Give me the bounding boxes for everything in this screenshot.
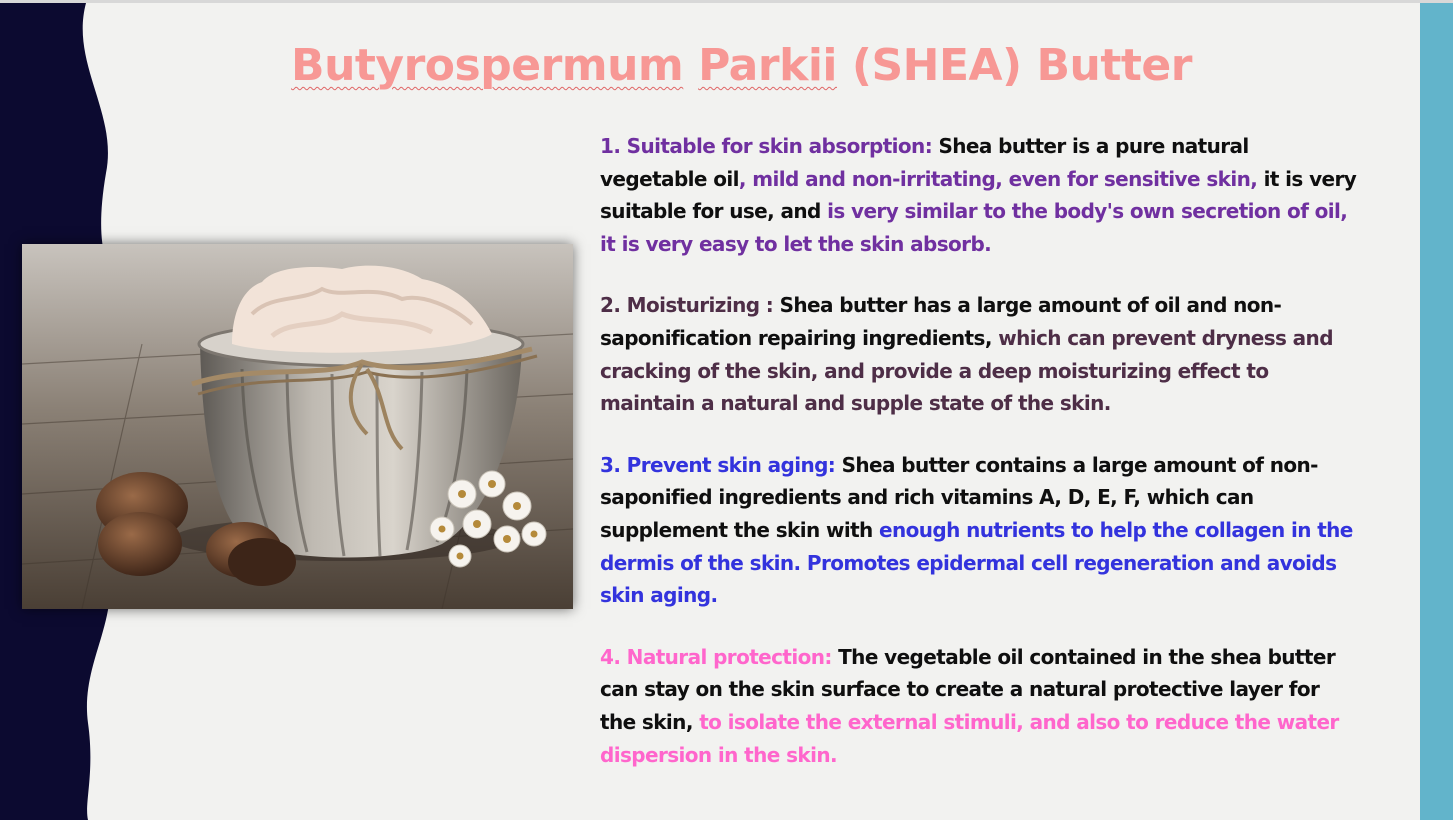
benefit-1-text-b: it is very suitable for use, and — [600, 166, 1357, 224]
benefit-1-highlight-b: is very similar to the body's own secretion of oil, it is very easy to let the skin absorb. — [600, 199, 1348, 256]
benefit-3-highlight-a: enough nutrients to help the collagen in the dermis of the skin. Promotes epidermal cell regeneration and avoids skin aging. — [600, 517, 1353, 608]
benefit-4-text-a: The vegetable oil contained in the shea butter can stay on the skin surface to create a natural protective layer for the skin, — [600, 644, 1336, 734]
shea-butter-bowl-photo — [22, 244, 573, 609]
benefit-1-text-a: Shea butter is a pure natural vegetable oil — [600, 134, 1249, 191]
benefit-1-highlight-a: , mild and non-irritating, even for sensitive skin, — [738, 166, 1258, 191]
benefit-3-text-a: Shea butter contains a large amount of non-saponified ingredients and rich vitamins A, D, E, F, which can supplement the skin with — [600, 452, 1318, 542]
title-word-3: (SHEA) Butter — [851, 40, 1192, 91]
benefit-4-heading: 4. Natural protection: — [600, 644, 832, 669]
page-title — [0, 40, 1453, 91]
benefit-3-heading: 3. Prevent skin aging: — [600, 452, 836, 477]
right-accent-bar — [1420, 3, 1453, 820]
benefits-list — [600, 130, 1360, 800]
benefit-1-heading: 1. Suitable for skin absorption: — [600, 134, 933, 158]
benefit-2-highlight-a: which can prevent dryness and cracking of the skin, and provide a deep moisturizing effect to maintain a natural and supple state of the skin. — [600, 325, 1333, 416]
benefit-item-2 — [600, 289, 1360, 419]
top-rule — [0, 0, 1453, 3]
title-word-1: Butyrospermum — [291, 40, 684, 91]
benefit-item-3 — [600, 449, 1360, 612]
benefit-2-heading: 2. Moisturizing : — [600, 293, 774, 318]
benefit-4-highlight-a: to isolate the external stimuli, and also to reduce the water dispersion in the skin. — [600, 709, 1339, 767]
benefit-2-text-a: Shea butter has a large amount of oil and non-saponification repairing ingredients, — [600, 293, 1282, 350]
benefit-item-4 — [600, 641, 1360, 771]
benefit-item-1 — [600, 130, 1360, 260]
title-word-2: Parkii — [698, 40, 837, 91]
